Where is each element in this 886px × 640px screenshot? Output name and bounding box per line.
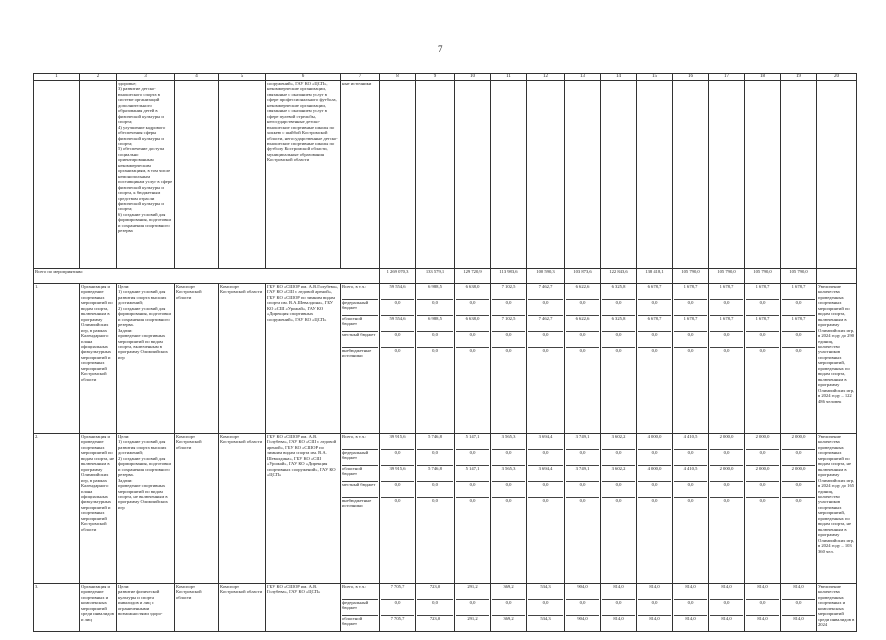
funding-values xyxy=(565,434,601,584)
funding-values xyxy=(416,584,455,632)
funding-value: 0,0 xyxy=(710,332,743,348)
funding-values xyxy=(416,284,455,434)
funding-value: 0,0 xyxy=(456,600,489,616)
funding-values xyxy=(673,434,709,584)
funding-value: 2 000,0 xyxy=(746,466,779,482)
funding-value: 0,0 xyxy=(782,300,815,316)
funding-value: 1 678,7 xyxy=(746,316,779,332)
funding-value: 6 638,0 xyxy=(456,284,489,300)
funding-value: 0,0 xyxy=(505,498,512,503)
funding-value: 814,0 xyxy=(649,616,660,621)
column-number: 12 xyxy=(527,74,565,81)
funding-value: 0,0 xyxy=(542,348,549,353)
column-number: 11 xyxy=(491,74,527,81)
funding-value: 7 462,7 xyxy=(528,316,563,332)
total-value: 113 983,6 xyxy=(491,269,527,284)
funding-value: 0,0 xyxy=(417,300,453,316)
funding-value: 904,0 xyxy=(566,584,599,600)
total-value: 105 790,0 xyxy=(745,269,781,284)
funding-values xyxy=(455,284,491,434)
funding-value: 0,0 xyxy=(456,300,489,316)
funding-value: 5 746,8 xyxy=(417,434,453,450)
funding-value: 369,2 xyxy=(503,616,514,621)
funding-value: 0,0 xyxy=(432,348,438,353)
funding-values xyxy=(781,434,817,584)
funding-value: 0,0 xyxy=(687,348,694,353)
total-value: 105 790,0 xyxy=(709,269,745,284)
funding-values xyxy=(745,434,781,584)
funding-value: 0,0 xyxy=(417,450,453,466)
column-number-row xyxy=(34,74,857,81)
funding-value: 0,0 xyxy=(566,332,599,348)
funding-values xyxy=(709,584,745,632)
funding-value: 0,0 xyxy=(710,600,743,616)
funding-values xyxy=(491,284,527,434)
funding-values xyxy=(637,584,673,632)
activity-goals: Цели: развитие физической культуры и спорта инвалидов и лиц с ограниченными возможностями здоро- xyxy=(117,584,175,632)
column-number: 10 xyxy=(455,74,491,81)
funding-value: 2 000,0 xyxy=(710,466,743,482)
funding-value: 6 325,8 xyxy=(602,284,635,300)
funding-value: 0,0 xyxy=(615,498,622,503)
funding-value: 7 462,7 xyxy=(528,284,563,300)
funding-value: 4 000,0 xyxy=(638,466,671,482)
column-number: 7 xyxy=(341,74,380,81)
funding-value: 814,0 xyxy=(746,584,779,600)
funding-value: 0,0 xyxy=(602,450,635,466)
funding-value: 0,0 xyxy=(566,300,599,316)
funding-value: 0,0 xyxy=(795,348,802,353)
funding-value: 5 147,1 xyxy=(456,466,489,482)
program-activities-table xyxy=(33,73,857,632)
funding-value: 814,0 xyxy=(721,616,732,621)
funding-value: 7 705,7 xyxy=(390,616,405,621)
funding-value: 0,0 xyxy=(528,482,563,498)
funding-values xyxy=(380,434,416,584)
goals-continuation: здоровье; 3) развитие детско-юношеского спорта в системе организаций дополнительного образования детей в физической культуры и спорта; 4) улучшение кадрового обеспечения сферы физической культуры и спорта; 5) обеспечение доступа социально ориентированным некоммерческим организациям, в том числе немонопольным поставщикам услуг в сфере физической культуры и спорта, к бюджетным средствам отрасли физической культуры и спорта; 6) создание условий для формирования, подготовки и сохранения спортивного резерва xyxy=(117,81,175,269)
funding-source: областной бюджет xyxy=(342,466,378,482)
funding-value: 0,0 xyxy=(566,482,599,498)
funding-values xyxy=(781,284,817,434)
total-value: 1 269 070,3 xyxy=(380,269,416,284)
funding-value: 5 147,1 xyxy=(456,434,489,450)
funding-value: 904,0 xyxy=(577,616,588,621)
funding-value: 6 325,8 xyxy=(602,316,635,332)
column-number: 1 xyxy=(34,74,80,81)
column-number: 13 xyxy=(565,74,601,81)
funding-values xyxy=(416,434,455,584)
funding-value: 0,0 xyxy=(638,600,671,616)
total-value: 122 843,6 xyxy=(601,269,637,284)
column-number: 19 xyxy=(781,74,817,81)
funding-value: 1 678,7 xyxy=(782,316,815,332)
funding-source: федеральный бюджет xyxy=(342,450,378,466)
column-number: 5 xyxy=(219,74,266,81)
funding-source: внебюджетные источники xyxy=(342,498,372,509)
funding-source: федеральный бюджет xyxy=(342,300,378,316)
funding-value: 0,0 xyxy=(687,498,694,503)
column-number: 15 xyxy=(637,74,673,81)
funding-value: 0,0 xyxy=(456,450,489,466)
funding-value: 4 000,0 xyxy=(638,434,671,450)
funding-value: 0,0 xyxy=(782,600,815,616)
total-result-empty xyxy=(817,269,857,284)
funding-value: 0,0 xyxy=(566,600,599,616)
funding-source: Всего, в т.ч.: xyxy=(342,434,378,450)
funding-value: 0,0 xyxy=(492,450,525,466)
column-number: 20 xyxy=(817,74,857,81)
funding-values xyxy=(527,284,565,434)
funding-value: 0,0 xyxy=(456,332,489,348)
funding-value: 2 000,0 xyxy=(746,434,779,450)
funding-value: 0,0 xyxy=(417,600,453,616)
funding-value: 0,0 xyxy=(710,450,743,466)
funding-value: 0,0 xyxy=(723,498,730,503)
column-number: 8 xyxy=(380,74,416,81)
activity-resp: Комспорт Костромской области xyxy=(219,434,266,584)
funding-value: 6 988,5 xyxy=(417,284,453,300)
funding-value: 0,0 xyxy=(602,332,635,348)
funding-value: 0,0 xyxy=(602,300,635,316)
funding-value: 0,0 xyxy=(381,600,414,616)
funding-value: 0,0 xyxy=(746,450,779,466)
activity-exec: ГБУ КО «СШОР им. А.В. Голубева», ГАУ КО «СШ с ледовой ареной», ГБУ КО «СШОР по зимним видам спорта им. В.А. Шевалдина», ГБУ КО «СШ «Урожай», ГАУ КО «Дирекция спортивных сооружений», ГАУ КО «ЦСП» xyxy=(266,434,341,584)
activity-num: 2. xyxy=(34,434,80,584)
funding-values xyxy=(601,434,637,584)
funding-value: 6 622,6 xyxy=(566,284,599,300)
funding-source: областной бюджет xyxy=(342,316,378,332)
funding-value: 723,0 xyxy=(417,584,453,600)
funding-value: 1 678,7 xyxy=(710,316,743,332)
funding-value: 0,0 xyxy=(381,482,414,498)
funding-values xyxy=(455,434,491,584)
funding-value: 0,0 xyxy=(674,482,707,498)
funding-value: 0,0 xyxy=(674,600,707,616)
funding-values xyxy=(745,284,781,434)
column-number: 17 xyxy=(709,74,745,81)
column-number: 2 xyxy=(80,74,117,81)
funding-value: 6 678,7 xyxy=(638,316,671,332)
page-number: 7 xyxy=(438,44,443,54)
funding-value: 0,0 xyxy=(528,300,563,316)
funding-value: 0,0 xyxy=(528,450,563,466)
funding-value: 0,0 xyxy=(381,450,414,466)
funding-value: 0,0 xyxy=(782,332,815,348)
funding-value: 1 678,7 xyxy=(674,316,707,332)
activity-goals: Цели: 1) создание условий для развития спорта высших достижений; 2) создание условий для формирования, подготовки и сохранения спортивного резерва. Задачи: проведение спортивных мероприятий по видам спорта, включенным в программу Олимпийских игр xyxy=(117,284,175,434)
funding-value: 6 622,6 xyxy=(566,316,599,332)
funding-value: 0,0 xyxy=(432,498,438,503)
funding-value: 0,0 xyxy=(566,450,599,466)
activity-coord: Комспорт Костромской области xyxy=(175,284,219,434)
funding-value: 814,0 xyxy=(602,584,635,600)
funding-values xyxy=(637,284,673,434)
funding-value: 0,0 xyxy=(505,348,512,353)
funding-value: 7 705,7 xyxy=(381,584,414,600)
funding-value: 0,0 xyxy=(795,498,802,503)
funding-sources xyxy=(341,584,380,632)
funding-value: 4 410,5 xyxy=(674,466,707,482)
funding-value: 0,0 xyxy=(615,348,622,353)
funding-value: 4 410,5 xyxy=(674,434,707,450)
funding-value: 0,0 xyxy=(602,482,635,498)
funding-value: 0,0 xyxy=(528,332,563,348)
activity-row xyxy=(34,284,857,434)
funding-value: 0,0 xyxy=(492,300,525,316)
funding-values xyxy=(709,434,745,584)
funding-value: 0,0 xyxy=(746,332,779,348)
activity-exec: ГБУ КО «СШОР им. А.В. Голубева», ГАУ КО «ЦСП» xyxy=(266,584,341,632)
activity-result: Увеличение количества проведенных спортивных и комплексных мероприятий среди инвалидов в 2024 xyxy=(817,584,857,632)
activity-name: Организация и проведение спортивных и комплексных мероприятий среди инвалидов и лиц xyxy=(80,584,117,632)
funding-value: 6 678,7 xyxy=(638,284,671,300)
activity-name: Организация и проведение спортивных мероприятий по видам спорта, не включенным в программу Олимпийских игр, в рамках Календарного плана официальных физкультурных мероприятий и спортивных мероприятий Костромской области xyxy=(80,434,117,584)
funding-source: федеральный бюджет xyxy=(342,600,378,616)
funding-values xyxy=(745,584,781,632)
funding-source: внебюджетные источники xyxy=(342,348,372,359)
funding-value: 1 678,7 xyxy=(710,284,743,300)
funding-value: 0,0 xyxy=(469,498,476,503)
funding-value: 0,0 xyxy=(638,450,671,466)
funding-sources xyxy=(341,434,380,584)
table-body xyxy=(34,74,857,632)
column-number: 14 xyxy=(601,74,637,81)
funding-sources xyxy=(341,284,380,434)
funding-value: 0,0 xyxy=(746,600,779,616)
funding-value: 0,0 xyxy=(394,348,401,353)
activity-name: Организация и проведение спортивных мероприятий по видам спорта, включенным в программу Олимпийских игр, в рамках Календарного плана официальных физкультурных мероприятий и спортивных мероприятий Костромской области xyxy=(80,284,117,434)
funding-value: 0,0 xyxy=(651,498,658,503)
funding-value: 534,3 xyxy=(540,616,551,621)
activity-result: Увеличение количества проведенных спортивных мероприятий по видам спорта, включенным в программу Олимпийских игр, в 2024 году до 290 единиц, количество участников спортивных мероприятий, проведенных по видам спорта, включенным в программу Олимпийских игр, в 2024 году – 122 486 человек xyxy=(817,284,857,434)
funding-value: 3 694,4 xyxy=(528,466,563,482)
activity-row xyxy=(34,434,857,584)
funding-values xyxy=(455,584,491,632)
funding-value: 0,0 xyxy=(381,300,414,316)
funding-values xyxy=(491,434,527,584)
activity-num: 1. xyxy=(34,284,80,434)
funding-values xyxy=(527,434,565,584)
funding-source: Всего, в т.ч.: xyxy=(342,284,378,300)
total-value: 129 720,9 xyxy=(455,269,491,284)
funding-value: 0,0 xyxy=(417,332,453,348)
funding-values xyxy=(565,584,601,632)
funding-value: 814,0 xyxy=(757,616,768,621)
funding-value: 59 554,6 xyxy=(381,284,414,300)
funding-value: 814,0 xyxy=(782,584,815,600)
funding-value: 0,0 xyxy=(469,348,476,353)
funding-value: 39 915,6 xyxy=(381,434,414,450)
activity-result: Увеличение количества проведенных спортивных мероприятий по видам спорта, не включенным в программу Олимпийских игр, в 2024 году до 165 единиц, количество участников спортивных мероприятий, проведенных по видам спорта, не включенным в программу Олимпийских игр, в 2024 году – 103 360 чел. xyxy=(817,434,857,584)
funding-value: 2 000,0 xyxy=(782,434,815,450)
funding-values xyxy=(637,434,673,584)
funding-value: 0,0 xyxy=(528,600,563,616)
column-number: 4 xyxy=(175,74,219,81)
activity-coord: Комспорт Костромской области xyxy=(175,434,219,584)
funding-value: 0,0 xyxy=(746,300,779,316)
funding-source: Всего, в т.ч.: xyxy=(342,584,378,600)
funding-values xyxy=(380,584,416,632)
funding-value: 1 678,7 xyxy=(782,284,815,300)
funding-values xyxy=(601,284,637,434)
funding-value: 0,0 xyxy=(602,600,635,616)
funding-value: 723,0 xyxy=(429,616,441,621)
funding-value: 3 565,3 xyxy=(492,434,525,450)
funding-value: 0,0 xyxy=(579,498,586,503)
funding-values xyxy=(673,284,709,434)
funding-value: 814,0 xyxy=(710,584,743,600)
funding-value: 291,2 xyxy=(467,616,478,621)
activity-exec: ГБУ КО «СШОР им. А.В.Голубева», ГАУ КО «СШ с ледовой ареной», ГБУ КО «СШОР по зимним видам спорта им. В.А.Шевалдина», ГБУ КО «СШ «Урожай», ГАУ КО «Дирекция спортивных сооружений», ГАУ КО «ЦСП» xyxy=(266,284,341,434)
funding-value: 0,0 xyxy=(638,482,671,498)
funding-value: 0,0 xyxy=(579,348,586,353)
funding-values xyxy=(565,284,601,434)
funding-value: 814,0 xyxy=(674,584,707,600)
funding-value: 7 102,5 xyxy=(492,284,525,300)
funding-values xyxy=(527,584,565,632)
funding-value: 0,0 xyxy=(674,332,707,348)
funding-value: 3 694,4 xyxy=(528,434,563,450)
funding-value: 0,0 xyxy=(381,332,414,348)
total-value: 133 579,1 xyxy=(416,269,455,284)
column-number: 9 xyxy=(416,74,455,81)
funding-value: 6 988,5 xyxy=(417,316,453,332)
funding-value: 369,2 xyxy=(492,584,525,600)
funding-values xyxy=(601,584,637,632)
funding-value: 0,0 xyxy=(542,498,549,503)
total-row xyxy=(34,269,857,284)
continuation-row xyxy=(34,81,857,269)
executors-continuation: сооружений», ГАУ КО «ЦСП», некоммерческие организации, связанные с оказанием услуг в сфере профессионального футбола, некоммерческие организации, связанные с оказанием услуг в сфере пулевой стрельбы, негосударственные детско-юношеские спортивные школы по хоккею с шайбой Костромской области, негосударственные детско-юношеские спортивные школы по футболу Костромской области, муниципальные образования Костромской области xyxy=(266,81,341,269)
funding-value: 39 915,6 xyxy=(381,466,414,482)
funding-value: 3 602,2 xyxy=(602,434,635,450)
funding-value: 0,0 xyxy=(746,482,779,498)
funding-value: 534,3 xyxy=(528,584,563,600)
funding-source: местный бюджет xyxy=(342,482,378,498)
funding-value: 0,0 xyxy=(492,332,525,348)
funding-value: 0,0 xyxy=(723,348,730,353)
funding-value: 0,0 xyxy=(638,300,671,316)
funding-value: 5 746,8 xyxy=(417,466,453,482)
funding-value: 3 602,2 xyxy=(602,466,635,482)
funding-value: 814,0 xyxy=(793,616,804,621)
funding-value: 0,0 xyxy=(651,348,658,353)
funding-value: 3 565,3 xyxy=(492,466,525,482)
funding-source: областной бюджет xyxy=(342,616,363,627)
funding-value: 59 554,6 xyxy=(381,316,414,332)
funding-value: 0,0 xyxy=(710,300,743,316)
activity-row xyxy=(34,584,857,632)
total-label: Всего по мероприятиям: xyxy=(34,269,380,284)
column-number: 3 xyxy=(117,74,175,81)
funding-value: 7 102,5 xyxy=(492,316,525,332)
funding-values xyxy=(709,284,745,434)
funding-value: 6 638,0 xyxy=(456,316,489,332)
funding-value: 814,0 xyxy=(638,584,671,600)
funding-value: 0,0 xyxy=(782,450,815,466)
funding-value: 3 749,1 xyxy=(566,466,599,482)
funding-value: 0,0 xyxy=(782,482,815,498)
funding-values xyxy=(673,584,709,632)
total-value: 100 590,3 xyxy=(527,269,565,284)
funding-values xyxy=(491,584,527,632)
funding-value: 0,0 xyxy=(710,482,743,498)
source-continuation: ные источники xyxy=(341,81,380,269)
funding-value: 1 678,7 xyxy=(674,284,707,300)
funding-value: 1 678,7 xyxy=(746,284,779,300)
activity-resp: Комспорт Костромской области xyxy=(219,584,266,632)
funding-value: 814,0 xyxy=(685,616,696,621)
activity-coord: Комспорт Костромской области xyxy=(175,584,219,632)
funding-values xyxy=(781,584,817,632)
funding-value: 291,2 xyxy=(456,584,489,600)
funding-value: 2 000,0 xyxy=(710,434,743,450)
column-number: 6 xyxy=(266,74,341,81)
funding-source: местный бюджет xyxy=(342,332,378,348)
total-value: 105 790,0 xyxy=(673,269,709,284)
funding-value: 0,0 xyxy=(759,498,766,503)
funding-value: 0,0 xyxy=(456,482,489,498)
funding-value: 814,0 xyxy=(613,616,624,621)
activity-num: 3. xyxy=(34,584,80,632)
funding-value: 0,0 xyxy=(492,600,525,616)
total-value: 105 790,0 xyxy=(781,269,817,284)
funding-value: 3 749,1 xyxy=(566,434,599,450)
total-value: 103 873,6 xyxy=(565,269,601,284)
funding-value: 0,0 xyxy=(638,332,671,348)
funding-value: 0,0 xyxy=(394,498,401,503)
funding-values xyxy=(380,284,416,434)
column-number: 16 xyxy=(673,74,709,81)
funding-value: 0,0 xyxy=(674,300,707,316)
funding-value: 2 000,0 xyxy=(782,466,815,482)
total-value: 138 418,1 xyxy=(637,269,673,284)
column-number: 18 xyxy=(745,74,781,81)
funding-value: 0,0 xyxy=(492,482,525,498)
activity-goals: Цели: 1) создание условий для развития спорта высших достижений; 2) создание условий для формирования, подготовки и сохранения спортивного резерва. Задачи: проведение спортивных мероприятий по видам спорта, не включенным в программу Олимпийских игр xyxy=(117,434,175,584)
funding-value: 0,0 xyxy=(417,482,453,498)
activity-resp: Комспорт Костромской области xyxy=(219,284,266,434)
funding-value: 0,0 xyxy=(759,348,766,353)
funding-value: 0,0 xyxy=(674,450,707,466)
